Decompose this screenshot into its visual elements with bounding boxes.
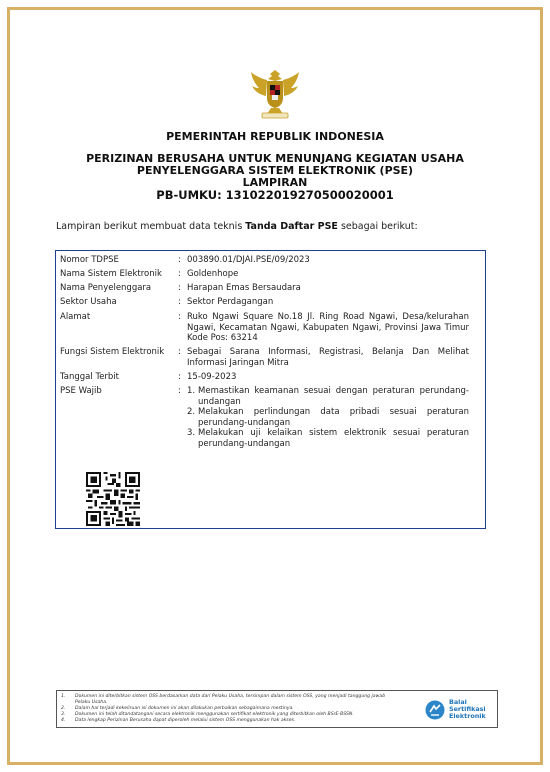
value-alamat xyxy=(187,312,469,344)
footer-note xyxy=(61,712,354,717)
label-alamat: Alamat xyxy=(60,312,91,322)
note-text: Dalam hal terjadi kekeliruan isi dokumen ini akan dilakukan perbaikan sebagaimana mestinya. xyxy=(75,706,294,711)
fungsi-line-2: Informasi Jaringan Mitra xyxy=(187,357,289,368)
alamat-line-2: Ngawi, Kecamatan Ngawi, Kabupaten Ngawi, Provinsi Jawa Timur xyxy=(187,322,469,333)
government-heading: PEMERINTAH REPUBLIK INDONESIA xyxy=(166,130,384,143)
value-fungsi xyxy=(187,347,469,368)
details-box xyxy=(55,250,486,529)
item-line-2: perundang-undangan xyxy=(198,417,291,428)
label-nomor: Nomor TDPSE xyxy=(60,255,119,265)
colon: : xyxy=(178,269,181,279)
label-nama-sistem: Nama Sistem Elektronik xyxy=(60,269,162,279)
value-tanggal: 15-09-2023 xyxy=(187,372,237,382)
colon: : xyxy=(178,312,181,322)
value-sektor: Sektor Perdagangan xyxy=(187,297,274,307)
item-text xyxy=(198,407,469,428)
item-number: 1. xyxy=(187,386,196,396)
footer-note xyxy=(61,706,294,711)
footer-note xyxy=(61,718,295,723)
footer-note xyxy=(61,694,385,699)
label-fungsi: Fungsi Sistem Elektronik xyxy=(60,347,165,357)
item-number: 2. xyxy=(187,407,196,417)
note-number: 4. xyxy=(61,718,66,723)
value-nomor: 003890.01/DJAI.PSE/09/2023 xyxy=(187,255,310,265)
intro-bold: Tanda Daftar PSE xyxy=(245,221,338,232)
item-line-2: undangan xyxy=(198,396,241,407)
title-line-1: PERIZINAN BERUSAHA UNTUK MENUNJANG KEGIATAN USAHA xyxy=(86,152,464,165)
title-line-3: LAMPIRAN xyxy=(242,176,308,189)
item-text xyxy=(198,428,469,449)
label-penyelenggara: Nama Penyelenggara xyxy=(60,283,152,293)
note-text: Data lengkap Perizinan Berusaha dapat diperoleh melalui sistem OSS menggunakan hak akses. xyxy=(75,718,296,723)
note-number: 3. xyxy=(61,712,66,717)
alamat-line-1: Ruko Ngawi Square No.18 Jl. Ring Road Ngawi, Desa/kelurahan xyxy=(187,312,469,322)
note-text: Dokumen ini diterbitkan sistem OSS berdasarkan data dari Pelaku Usaha, tersimpan dalam sistem OSS, yang menjadi tanggung jawab xyxy=(75,694,386,699)
alamat-line-3: Kode Pos: 63214 xyxy=(187,333,258,343)
colon: : xyxy=(178,347,181,357)
footer-notes xyxy=(56,690,498,728)
qr-code-icon xyxy=(86,472,140,526)
item-line-1: Melakukan perlindungan data pribadi sesuai peraturan xyxy=(198,407,469,417)
row-pse-wajib xyxy=(60,386,480,449)
colon: : xyxy=(178,297,181,307)
bsre-line-3: Elektronik xyxy=(449,712,486,720)
bsre-line-1: Balai xyxy=(449,698,467,706)
intro-text xyxy=(56,221,418,232)
note-text: Pelaku Usaha. xyxy=(75,700,108,705)
bsre-line-2: Sertifikasi xyxy=(449,705,486,713)
label-sektor: Sektor Usaha xyxy=(60,297,117,307)
intro-prefix: Lampiran berikut membuat data teknis xyxy=(56,221,246,232)
value-nama-sistem: Goldenhope xyxy=(187,269,239,279)
colon: : xyxy=(178,386,181,396)
value-penyelenggara: Harapan Emas Bersaudara xyxy=(187,283,301,293)
item-number: 3. xyxy=(187,428,196,438)
colon: : xyxy=(178,255,181,265)
bsre-name xyxy=(449,699,486,720)
item-line-1: Melakukan uji kelaikan sistem elektronik sesuai peraturan xyxy=(198,428,469,438)
intro-suffix: sebagai berikut: xyxy=(337,221,418,232)
item-line-1: Memastikan keamanan sesuai dengan peraturan perundang- xyxy=(198,386,469,396)
fungsi-line-1: Sebagai Sarana Informasi, Registrasi, Belanja Dan Melihat xyxy=(187,347,469,357)
bsre-logo-icon xyxy=(425,700,445,720)
colon: : xyxy=(178,372,181,382)
note-number: 1. xyxy=(61,694,66,699)
note-number: 2. xyxy=(61,706,66,711)
footer-note xyxy=(61,700,107,705)
title-line-2: PENYELENGGARA SISTEM ELEKTRONIK (PSE) xyxy=(136,164,414,177)
label-pse-wajib: PSE Wajib xyxy=(60,386,102,396)
item-line-2: perundang-undangan xyxy=(198,438,291,449)
label-tanggal: Tanggal Terbit xyxy=(60,372,120,382)
garuda-emblem-icon xyxy=(249,66,301,120)
colon: : xyxy=(178,283,181,293)
pb-umku-number: PB-UMKU: 131022019270500020001 xyxy=(156,188,394,202)
item-text xyxy=(198,386,469,407)
note-text: Dokumen ini telah ditandatangani secara elektronik menggunakan sertifikat elektronik yang diterbitkan oleh BSrE-BSSN. xyxy=(75,712,354,717)
